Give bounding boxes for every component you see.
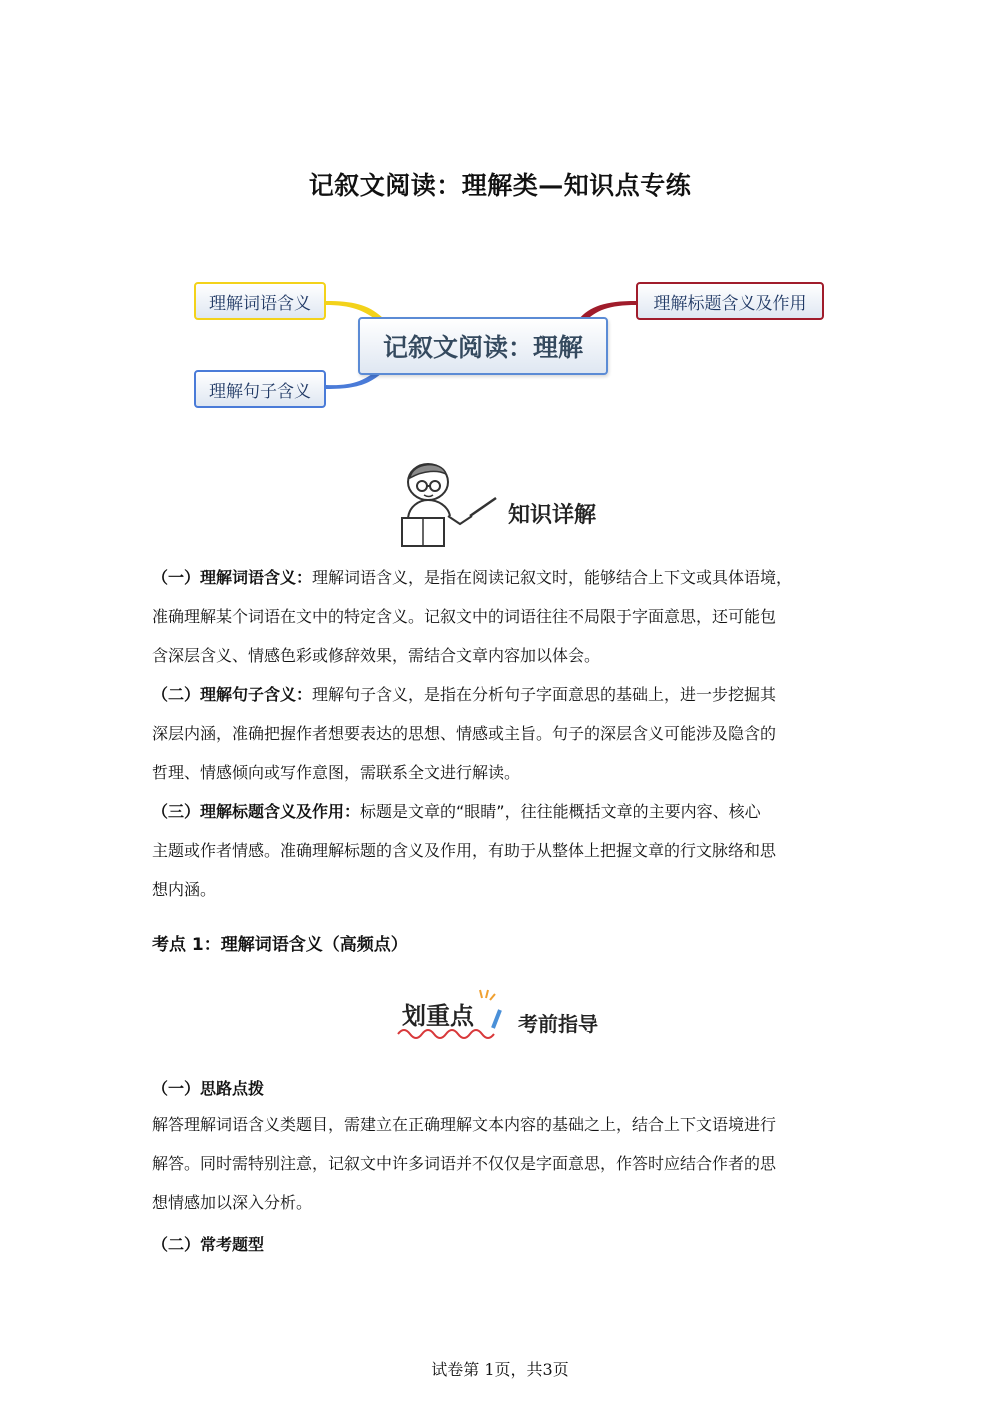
- section-1-line-1: 解答理解词语含义类题目，需建立在正确理解文本内容的基础之上，结合上下文语境进行: [152, 1115, 777, 1134]
- knowledge-item-3-label: （三）理解标题含义及作用：: [152, 802, 361, 821]
- mind-map-node-title-meaning: 理解标题含义及作用: [636, 282, 824, 320]
- knowledge-item-3: [152, 792, 852, 909]
- section-1-heading: （一）思路点拨: [152, 1079, 265, 1098]
- knowledge-item-2-line-3: 哲理、情感倾向或写作意图，需联系全文进行解读。: [152, 763, 521, 782]
- section-1-body: [152, 1105, 852, 1222]
- knowledge-item-1-line-1: 理解词语含义，是指在阅读记叙文时，能够结合上下文或具体语境，: [312, 568, 793, 587]
- knowledge-item-1-line-3: 含深层含义、情感色彩或修辞效果，需结合文章内容加以体会。: [152, 646, 601, 665]
- knowledge-badge: 知识详解: [508, 502, 597, 528]
- mind-map-node-word-meaning: 理解词语含义: [194, 282, 326, 320]
- highlight-badge: 划重点: [402, 1001, 474, 1030]
- knowledge-item-2-line-2: 深层内涵，准确把握作者想要表达的思想、情感或主旨。句子的深层含义可能涉及隐含的: [152, 724, 777, 743]
- mind-map-node-sentence-meaning: 理解句子含义: [194, 370, 326, 408]
- mind-map: [180, 270, 840, 430]
- guide-label: 考前指导: [518, 1012, 598, 1036]
- section-1-line-3: 想情感加以深入分析。: [152, 1193, 313, 1212]
- knowledge-item-3-line-3: 想内涵。: [152, 880, 217, 899]
- mind-map-center-node: 记叙文阅读：理解: [358, 317, 608, 375]
- page-footer: 试卷第 1页，共3页: [431, 1360, 569, 1379]
- document-title: 记叙文阅读：理解类—知识点专练: [308, 171, 692, 200]
- knowledge-item-1-label: （一）理解词语含义：: [152, 568, 313, 587]
- knowledge-item-3-line-2: 主题或作者情感。准确理解标题的含义及作用，有助于从整体上把握文章的行文脉络和思: [152, 841, 777, 860]
- knowledge-item-2-line-1: 理解句子含义，是指在分析句子字面意思的基础上，进一步挖掘其: [312, 685, 777, 704]
- knowledge-item-2: [152, 675, 852, 792]
- knowledge-item-1-line-2: 准确理解某个词语在文中的特定含义。记叙文中的词语往往不局限于字面意思，还可能包: [152, 607, 777, 626]
- knowledge-item-3-line-1: 标题是文章的“眼睛”，往往能概括文章的主要内容、核心: [360, 802, 761, 821]
- knowledge-item-2-label: （二）理解句子含义：: [152, 685, 313, 704]
- kaodian-heading: 考点 1：理解词语含义（高频点）: [152, 935, 408, 955]
- knowledge-item-1: [152, 558, 852, 675]
- section-1-line-2: 解答。同时需特别注意，记叙文中许多词语并不仅仅是字面意思，作答时应结合作者的思: [152, 1154, 777, 1173]
- teacher-icon: [398, 458, 502, 550]
- section-2-heading: （二）常考题型: [152, 1235, 265, 1254]
